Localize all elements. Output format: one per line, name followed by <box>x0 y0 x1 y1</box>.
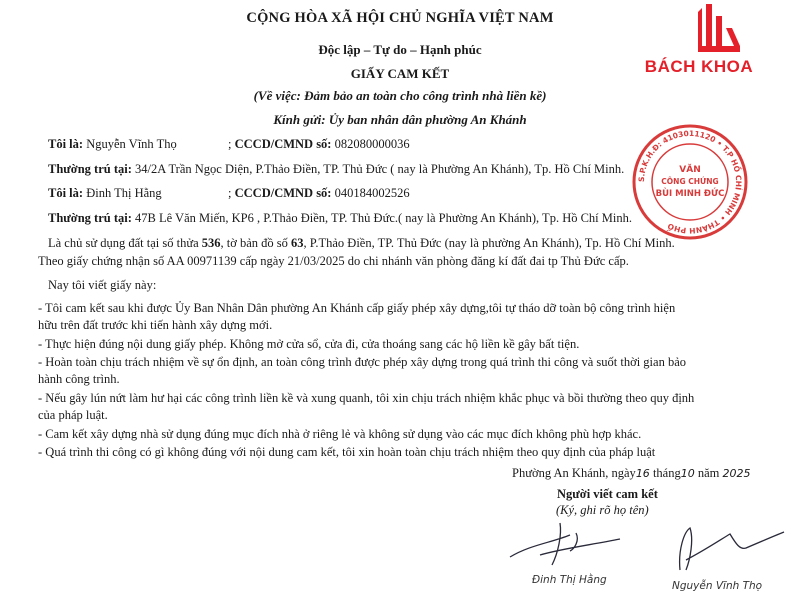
stamp-inner-line1: VĂN <box>679 165 701 175</box>
commitment-6: - Quá trình thi công có gì không đúng với nội dung cam kết, tôi xin hoàn toàn chịu trách nhiệm theo quy định của pháp luật <box>38 445 656 459</box>
recipient: Kính gửi: Ủy ban nhân dân phường An Khánh <box>273 112 527 127</box>
person2-id: 040184002526 <box>334 186 410 200</box>
handwritten-name-2: Nguyễn Vĩnh Thọ <box>672 580 763 592</box>
person1-name: Nguyễn Vĩnh Thọ <box>86 137 177 151</box>
person1-address-line <box>48 162 624 177</box>
person1-address: 34/2A Trần Ngọc Diện, P.Thảo Điền, TP. Thủ Đức ( nay là Phường An Khánh), Tp. Hồ Chí Minh. <box>135 162 625 176</box>
person1-id: 082080000036 <box>334 137 410 151</box>
signer-note: (Ký, ghi rõ họ tên) <box>556 503 649 517</box>
person2-address-line <box>48 211 632 226</box>
commitment-1-line2: hữu trên đất trước khi tiến hành xây dựng mới. <box>38 318 273 332</box>
person2-address-label: Thường trú tại: <box>48 211 132 225</box>
land-text-a: Là chủ sử dụng đất tại số thửa <box>48 236 199 250</box>
doc-subject: (Về việc: Đảm bảo an toàn cho công trình nhà liền kề) <box>253 88 547 103</box>
person1-name-label: Tôi là: <box>48 137 84 151</box>
commitment-4-line1: - Nếu gây lún nứt làm hư hại các công trình liền kề và xung quanh, tôi xin chịu trách nhiệm khắc phục và bồi thường theo quy định <box>38 391 695 405</box>
commitment-2: - Thực hiện đúng nội dung giấy phép. Không mở cửa sổ, cửa đi, cửa thoáng sang các hộ liền kề gây bất tiện. <box>38 337 580 351</box>
brand-logo-text: BÁCH KHOA <box>644 57 754 76</box>
date-prefix: Phường An Khánh, ngày <box>512 466 636 480</box>
stamp-outer-text: S.P.K.H.Đ: 4103011120 • T.P HỒ CHÍ MINH • THÀNH PHỐ <box>636 128 744 236</box>
person1-address-label: Thường trú tại: <box>48 162 132 176</box>
doc-title: GIẤY CAM KẾT <box>350 66 450 81</box>
land-line-2: Theo giấy chứng nhận số AA 00971139 cấp ngày 21/03/2025 do chi nhánh văn phòng đăng kí đất đai tp Thủ Đức cấp. <box>38 254 629 268</box>
person2-name-label: Tôi là: <box>48 186 84 200</box>
month-label: tháng <box>652 466 681 480</box>
signature-2-icon <box>650 520 790 580</box>
motto: Độc lập – Tự do – Hạnh phúc <box>318 42 482 57</box>
person1-id-label: CCCD/CMND số: <box>234 137 332 151</box>
date-year: 2025 <box>722 467 751 480</box>
signer-title: Người viết cam kết <box>557 487 658 501</box>
parcel-number: 536 <box>201 236 221 250</box>
land-text-c: , P.Thảo Điền, TP. Thủ Đức (nay là phường An Khánh), Tp. Hồ Chí Minh. <box>303 236 675 250</box>
date-month: 10 <box>680 467 695 480</box>
intro-text: Nay tôi viết giấy này: <box>48 278 157 292</box>
commitment-3-line1: - Hoàn toàn chịu trách nhiệm về sự ổn định, an toàn công trình được phép xây dựng trong quá trình thi công và suốt thời gian bảo <box>38 355 686 369</box>
person2-id-line: ; CCCD/CMND số: 040184002526 <box>228 186 410 200</box>
person2-id-label: CCCD/CMND số: <box>234 186 332 200</box>
stamp-inner-line2: CÔNG CHỨNG <box>661 177 719 186</box>
commitment-5: - Cam kết xây dựng nhà sử dụng đúng mục đích nhà ở riêng lẻ và không sử dụng vào các mục đích không phù hợp khác. <box>38 427 642 441</box>
place-date <box>512 466 751 481</box>
commitment-3-line2: hành công trình. <box>38 372 120 386</box>
year-label: năm <box>697 466 720 480</box>
signature-1-icon <box>500 515 630 575</box>
person2-name: Đinh Thị Hằng <box>86 186 162 200</box>
map-sheet-number: 63 <box>291 236 304 250</box>
commitment-1-line1: - Tôi cam kết sau khi được Ủy Ban Nhân Dân phường An Khánh cấp giấy phép xây dựng,tôi tự tháo dỡ toàn bộ công trình hiện <box>38 301 676 315</box>
date-day: 16 <box>635 467 650 480</box>
person2-address: 47B Lê Văn Miến, KP6 , P.Thảo Điền, TP. Thủ Đức.( nay là Phường An Khánh), Tp. Hồ Chí Minh. <box>135 211 632 225</box>
nation-heading: CỘNG HÒA XÃ HỘI CHỦ NGHĨA VIỆT NAM <box>246 10 554 26</box>
person1-line <box>48 137 177 152</box>
stamp-inner-line3: BÙI MINH ĐỨC <box>655 189 725 199</box>
notary-stamp-icon <box>630 122 750 242</box>
land-line-1 <box>48 236 675 251</box>
person1-id-line: ; CCCD/CMND số: 082080000036 <box>228 137 410 151</box>
person2-line <box>48 186 162 201</box>
commitment-4-line2: của pháp luật. <box>38 408 108 422</box>
land-text-b: , tờ bản đồ số <box>220 236 288 250</box>
handwritten-name-1: Đinh Thị Hằng <box>532 574 607 586</box>
